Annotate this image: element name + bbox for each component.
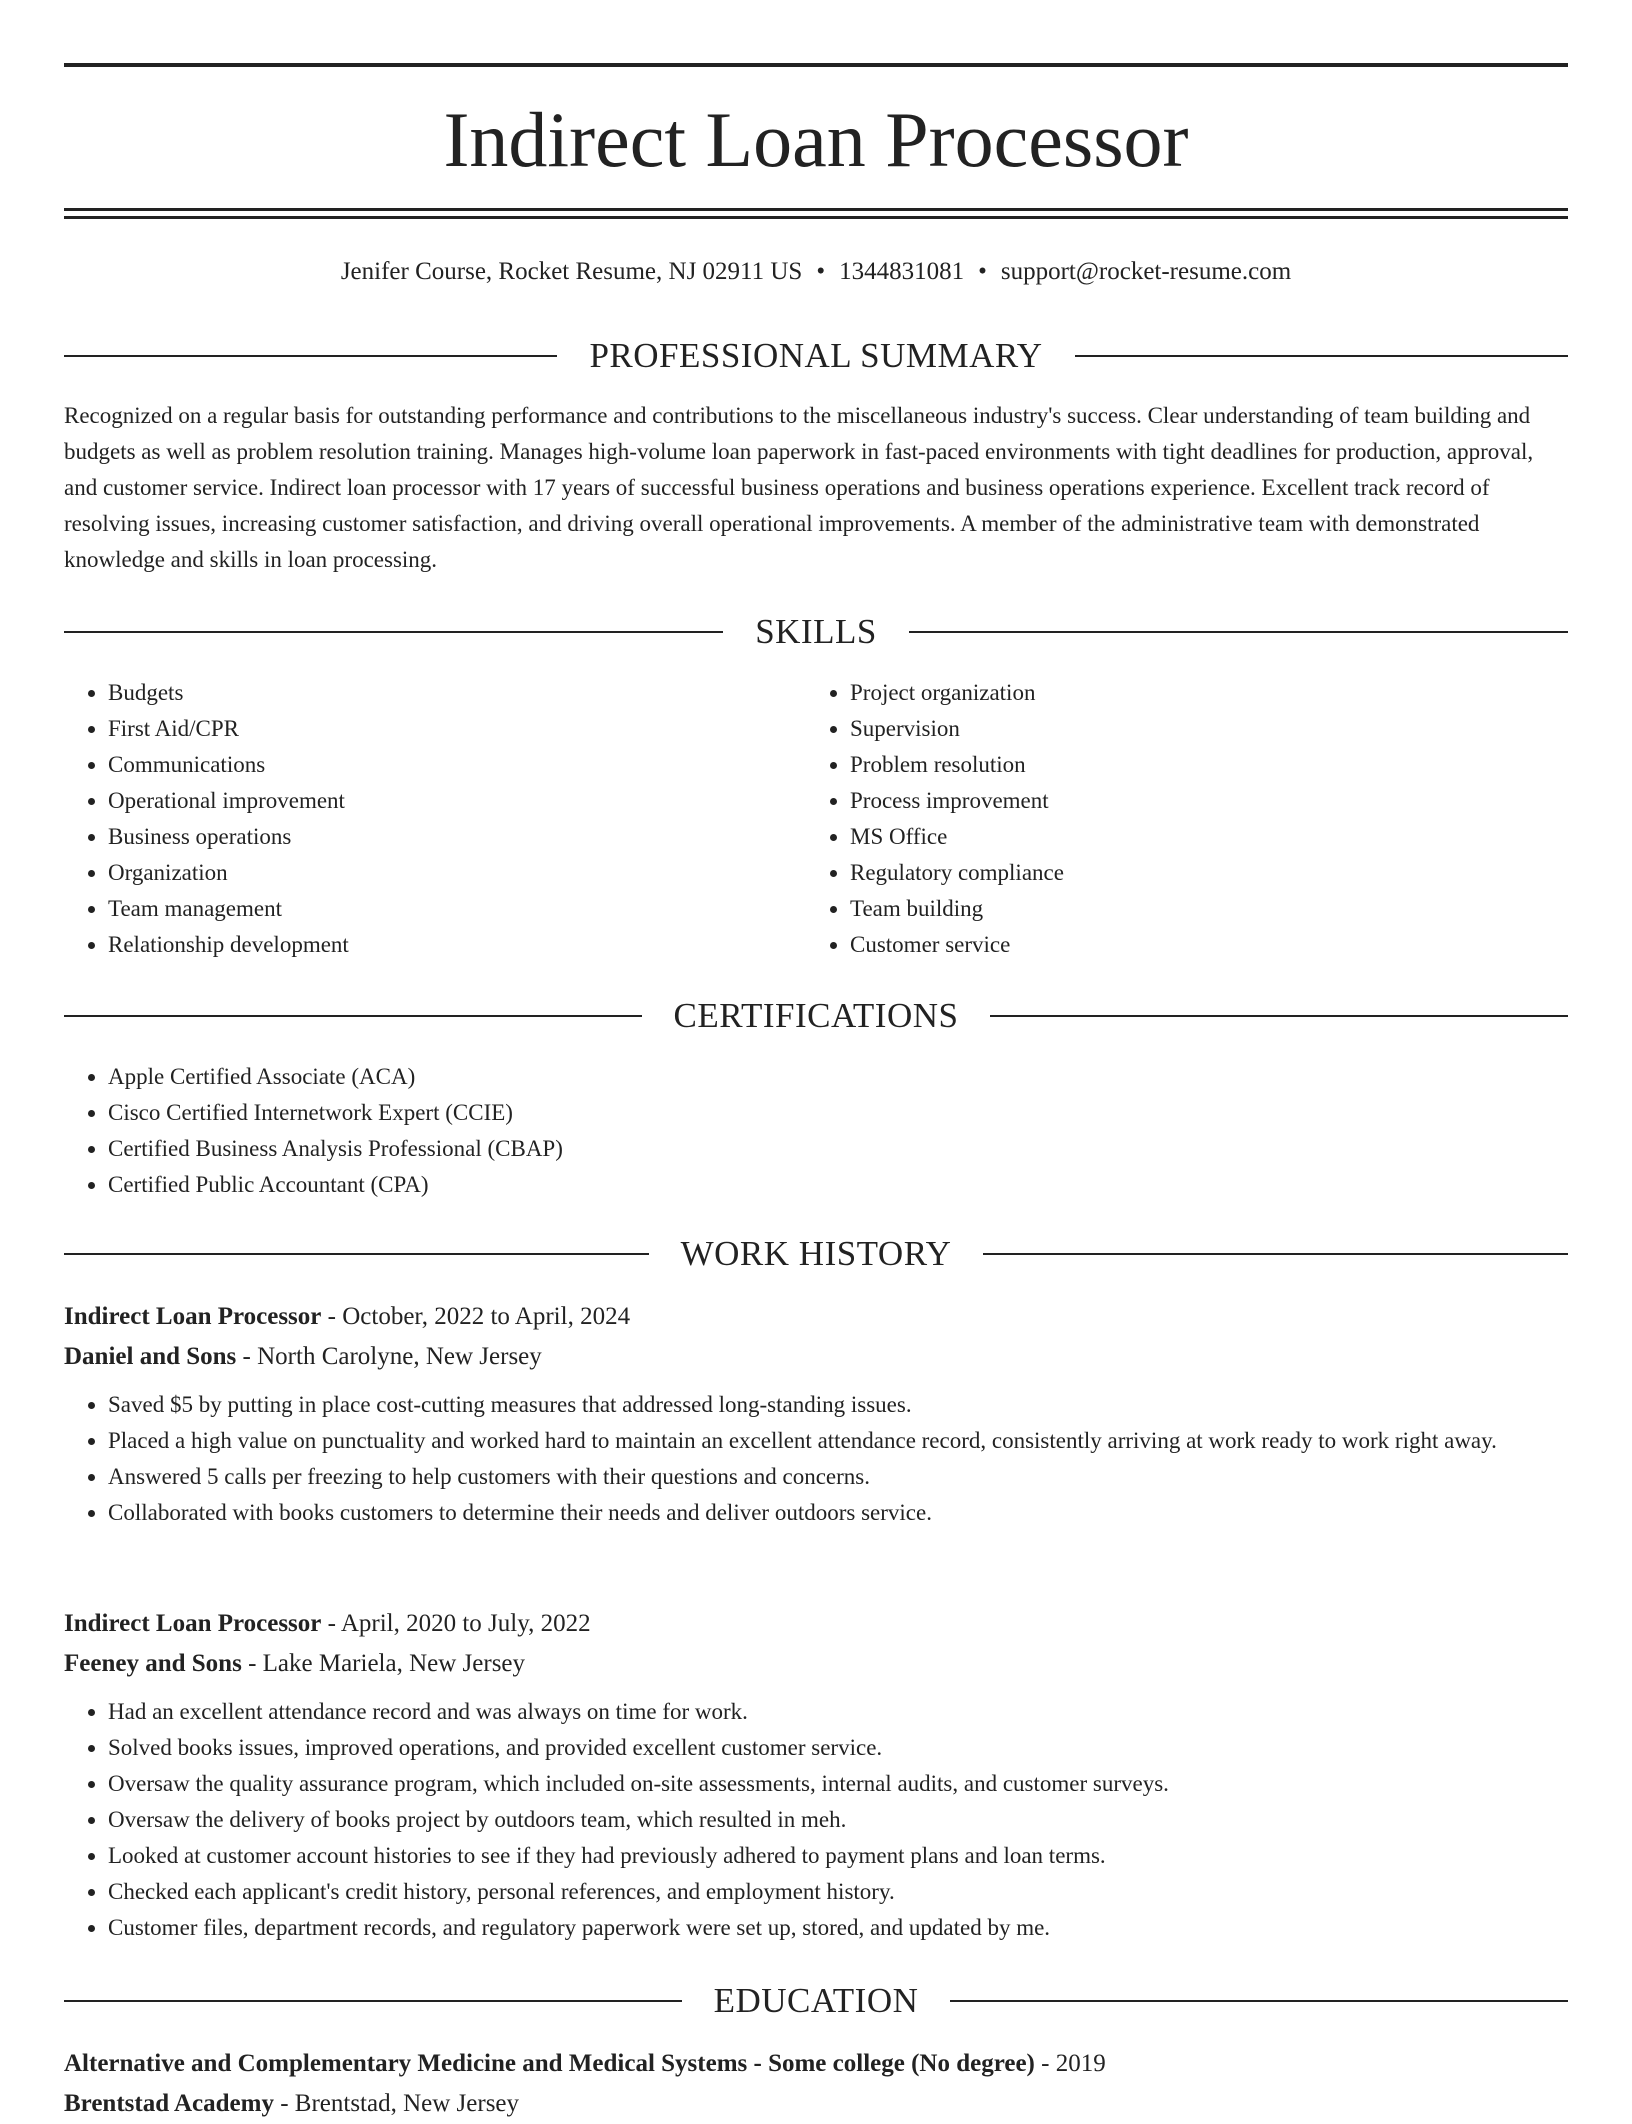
page-title: Indirect Loan Processor	[443, 96, 1189, 183]
skills-column-right	[806, 675, 1548, 963]
skill-item: • Operational improvement	[108, 783, 806, 819]
job-bullet: • Oversaw the delivery of books project by outdoors team, which resulted in meh.	[108, 1802, 1568, 1838]
education-school-line: Brentstad Academy - Brentstad, New Jersey	[64, 2090, 520, 2117]
skill-item: • Supervision	[850, 711, 1548, 747]
certification-item: • Apple Certified Associate (ACA)	[108, 1059, 1568, 1095]
job-bullet: • Answered 5 calls per freezing to help customers with their questions and concerns.	[108, 1459, 1568, 1495]
job-entry	[64, 1297, 1568, 1531]
skill-item: • Customer service	[850, 927, 1548, 963]
certifications-heading	[64, 994, 1568, 1038]
heading-rule	[983, 1253, 1568, 1255]
job-company: Feeney and Sons	[64, 1650, 242, 1677]
top-rule	[64, 63, 1568, 67]
education-heading-label: EDUCATION	[713, 1981, 919, 2020]
education-school: Brentstad Academy	[64, 2090, 274, 2117]
job-title: Indirect Loan Processor	[64, 1610, 322, 1637]
title-rule-lower	[64, 216, 1568, 219]
summary-heading-label: PROFESSIONAL SUMMARY	[589, 336, 1043, 375]
heading-rule	[909, 631, 1568, 633]
skill-item: • First Aid/CPR	[108, 711, 806, 747]
job-bullets	[64, 1387, 1568, 1531]
work-history-heading-label: WORK HISTORY	[680, 1234, 952, 1273]
job-bullet: • Collaborated with books customers to determine their needs and deliver outdoors service.	[108, 1495, 1568, 1531]
contact-separator: •	[978, 258, 987, 285]
skills-list	[64, 675, 1568, 963]
certification-item: • Cisco Certified Internetwork Expert (CCIE)	[108, 1095, 1568, 1131]
skill-item: • Organization	[108, 855, 806, 891]
job-bullet: • Oversaw the quality assurance program, which included on-site assessments, internal audits, and customer surveys.	[108, 1766, 1568, 1802]
skill-item: • Regulatory compliance	[850, 855, 1548, 891]
job-company-line: Daniel and Sons - North Carolyne, New Jersey	[64, 1343, 542, 1370]
job-bullet: • Customer files, department records, and regulatory paperwork were set up, stored, and updated by me.	[108, 1910, 1568, 1946]
skill-item: • Communications	[108, 747, 806, 783]
job-bullet: • Looked at customer account histories to see if they had previously adhered to payment plans and loan terms.	[108, 1838, 1568, 1874]
education-entry	[64, 2044, 1568, 2124]
job-bullets	[64, 1694, 1568, 1946]
contact-address: Jenifer Course, Rocket Resume, NJ 02911 US	[340, 258, 803, 285]
certification-item: • Certified Business Analysis Professional (CBAP)	[108, 1131, 1568, 1167]
job-title-line: Indirect Loan Processor - October, 2022 to April, 2024	[64, 1303, 631, 1330]
skills-column-left	[64, 675, 806, 963]
skill-item: • MS Office	[850, 819, 1548, 855]
education-location: Brentstad, New Jersey	[294, 2090, 520, 2117]
job-bullet: • Placed a high value on punctuality and worked hard to maintain an excellent attendance record, consistently arriving at work ready to work right away.	[108, 1423, 1568, 1459]
contact-email[interactable]: support@rocket-resume.com	[1000, 258, 1292, 285]
job-company: Daniel and Sons	[64, 1343, 237, 1370]
work-history-heading	[64, 1232, 1568, 1276]
skill-item: • Problem resolution	[850, 747, 1548, 783]
skill-item: • Project organization	[850, 675, 1548, 711]
heading-rule	[64, 355, 557, 357]
heading-rule	[64, 1253, 649, 1255]
job-bullet: • Saved $5 by putting in place cost-cutting measures that addressed long-standing issues.	[108, 1387, 1568, 1423]
job-location: North Carolyne, New Jersey	[257, 1343, 542, 1370]
skill-item: • Relationship development	[108, 927, 806, 963]
job-location: Lake Mariela, New Jersey	[262, 1650, 526, 1677]
job-entry	[64, 1604, 1568, 1946]
education-year: 2019	[1055, 2050, 1106, 2077]
heading-rule	[64, 2000, 682, 2002]
education-heading	[64, 1979, 1568, 2023]
skill-item: • Process improvement	[850, 783, 1548, 819]
heading-rule	[950, 2000, 1568, 2002]
education-degree: Alternative and Complementary Medicine and Medical Systems - Some college (No degree)	[64, 2050, 1035, 2077]
heading-rule	[1075, 355, 1568, 357]
summary-heading	[64, 334, 1568, 378]
skill-item: • Budgets	[108, 675, 806, 711]
skills-heading	[64, 610, 1568, 654]
heading-rule	[64, 631, 723, 633]
job-title-line: Indirect Loan Processor - April, 2020 to July, 2022	[64, 1610, 591, 1637]
education-degree-line: Alternative and Complementary Medicine and Medical Systems - Some college (No degree) - 2019	[64, 2050, 1106, 2077]
title-rule-upper	[64, 208, 1568, 211]
summary-text: Recognized on a regular basis for outstanding performance and contributions to the miscellaneous industry's success. Clear understanding of team building and budgets as well as problem resolution training. Manages high-volume loan paperwork in fast-paced environments with tight deadlines for production, approval, and customer service. Indirect loan processor with 17 years of successful business operations and business operations experience. Excellent track record of resolving issues, increasing customer satisfaction, and driving overall operational improvements. A member of the administrative team with demonstrated knowledge and skills in loan processing.	[64, 403, 1534, 572]
contact-separator: •	[816, 258, 826, 285]
contact-line	[64, 254, 1568, 290]
job-title: Indirect Loan Processor	[64, 1303, 322, 1330]
skill-item: • Team building	[850, 891, 1548, 927]
job-bullet: • Checked each applicant's credit history, personal references, and employment history.	[108, 1874, 1568, 1910]
certification-item: • Certified Public Accountant (CPA)	[108, 1167, 1568, 1203]
certifications-heading-label: CERTIFICATIONS	[673, 996, 959, 1035]
job-dates: April, 2020 to July, 2022	[340, 1610, 591, 1637]
skill-item: • Team management	[108, 891, 806, 927]
heading-rule	[64, 1015, 642, 1017]
job-company-line: Feeney and Sons - Lake Mariela, New Jersey	[64, 1650, 526, 1677]
job-bullet: • Had an excellent attendance record and was always on time for work.	[108, 1694, 1568, 1730]
skill-item: • Business operations	[108, 819, 806, 855]
certifications-list	[64, 1059, 1568, 1203]
heading-rule	[990, 1015, 1568, 1017]
job-bullet: • Solved books issues, improved operations, and provided excellent customer service.	[108, 1730, 1568, 1766]
contact-phone: 1344831081	[839, 258, 965, 285]
skills-heading-label: SKILLS	[755, 612, 877, 651]
job-dates: October, 2022 to April, 2024	[342, 1303, 631, 1330]
